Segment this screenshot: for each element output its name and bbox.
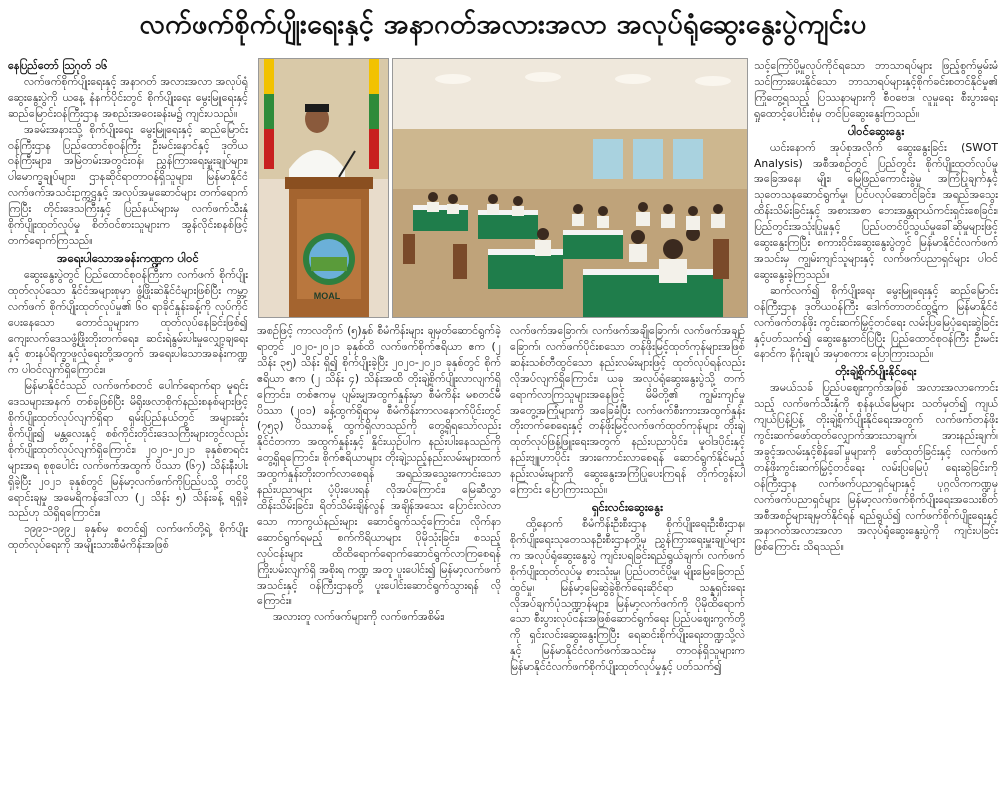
dateline: နေပြည်တော် ဩဂုတ် ၁၆ (8, 59, 108, 72)
paragraph: အခမ်းအနားသို့ စိုက်ပျိုးရေး မွေးမြူရေးနှင့် ဆည်မြောင်းဝန်ကြီးဌာန ပြည်ထောင်စုဝန်ကြီး ဦးမင်းနောင်နှင့် ဒုတိယဝန်ကြီးများ၊ အမြဲတမ်းအတွင်းဝန်၊ ညွှန်ကြားရေးမှူးချုပ်များ၊ ပါမောက္ခချုပ်များ၊ ဌာနဆိုင်ရာတာဝန်ရှိသူများ၊ မြန်မာနိုင်ငံလက်ဖက်အသင်းဥက္ကဋ္ဌနှင့် အလုပ်အမှုဆောင်များ တက်ရောက်ကြပြီး တိုင်းဒေသကြီးနှင့် ပြည်နယ်များမှ လက်ဖက်သီးနှံစိုက်ပျိုးထုတ်လုပ်မှု စိတ်ဝင်စားသူများက အွန်လိုင်းစနစ်ဖြင့် တက်ရောက်ကြသည်။ (8, 122, 248, 247)
paragraph: လက်ဖက်စိုက်ပျိုးရေးနှင့် အနာဂတ် အလားအလာ အလုပ်ရုံဆွေးနွေးပွဲကို ယနေ့ နံနက်ပိုင်းတွင် စိုက်ပျိုးရေး မွေးမြူရေးနှင့် ဆည်မြောင်းဝန်ကြီးဌာန အစည်းအဝေးခန်းမ၌ ကျင်းပသည်။ (8, 74, 248, 120)
audience-photo (392, 58, 748, 318)
paragraph: အမယ်သခ် ပြည်ပဈေးကွက်အဖြစ် အလားအလာကောင်းသည့် လက်ဖက်သီးနှံကို စုန်နယ်မြေများ သတ်မှတ်၍ ကျယ်ကျယ်ပြန့်ပြန့် တိုးချဲ့စိုက်ပျိုးနိုင်ရေးအတွက် လက်ဖက်တန်ဖိုး ကွင်းဆက်ဖော်ထုတ်လျှောက်အားသာချက်၊ အားနည်းချက်၊ အခွင့်အလမ်းနှင့်စိန်ခေါ်မှုများကို ဖော်ထုတ်ခြင်းနှင့် လက်ဖက်တန်ဖိုးကွင်းဆက်မြှင့်တင်ရေး လမ်းပြမြေပုံ ရေးဆွဲခြင်းကို ဝန်ကြီးဌာန လက်ဖက်ပညာရှင်များနှင့် ပုဂ္ဂလိကကဏ္ဍမှ လက်ဖက်ပညာရှင်များ မြန်မာ့လက်ဖက်စိုက်ပျိုးရေးအသေးစိတ်အစီအစဉ်များချမှတ်နိုင်ရန် ရည်ရွယ်၍ လက်ဖက်စိုက်ပျိုးရေးနှင့် အနာဂတ်အလားအလာ အလုပ်ရုံဆွေးနွေးပွဲကို ကျင်းပခြင်းဖြစ်ကြောင်း သိရသည်။ (754, 381, 998, 554)
article-column-3 (510, 323, 745, 806)
article-column-1 (8, 58, 248, 806)
article-column-2 (257, 323, 501, 806)
subheading: ပါဝင်ဆွေးနွေး (847, 123, 905, 138)
paragraph: အလားတူ လက်ဖက်များကို လက်ဖက်အစိမ်း၊ (273, 610, 445, 624)
paragraph: ဆက်လက်၍ စိုက်ပျိုးရေး မွေးမြူရေးနှင့် ဆည်မြောင်းဝန်ကြီးဌာန ဒုတိယဝန်ကြီး ဒေါက်တာတင်ထွဋ်က မြန်မာနိုင်ငံ လက်ဖက်တန်ဖိုး ကွင်းဆက်မြှင့်တင်ရေး လမ်းပြမြေပုံရေးဆွဲခြင်းနှင့်ပတ်သက်၍ ဆွေးနွေးတင်ပြပြီး ပြည်ထောင်စုဝန်ကြီး ဦးမင်းနောင်က နိဂုံးချုပ် အမှာစကား ပြောကြားသည်။ (754, 283, 998, 361)
subheading: အရေးပါသောအခန်းကဏ္ဍက ပါဝင် (57, 250, 199, 265)
paragraph: ဆွေးနွေးပွဲတွင် ပြည်ထောင်စုဝန်ကြီးက လက်ဖက် စိုက်ပျိုးထုတ်လုပ်သော နိုင်ငံအများစုမှာ ဖွံ့ဖြိုးဆဲနိုင်ငံများဖြစ်ပြီး ကမ္ဘာ့လက်ဖက် စိုက်ပျိုးထုတ်လုပ်မှု၏ ၆၀ ရာခိုင်နှုန်းခန့်ကို လုပ်ကိုင်ပေးနေသော တောင်သူများက ထုတ်လုပ်နေခြင်းဖြစ်၍ ကျေးလက်ဒေသဖွံ့ဖြိုးတိုးတက်ရေး၊ ဆင်းရဲနွမ်းပါးမှုလျှော့ချရေးနှင့် စားနပ်ရိက္ခာဖူလုံရေးတို့အတွက် အရေးပါသောအခန်းကဏ္ဍက ပါဝင်လျက်ရှိကြောင်း။ (8, 267, 248, 377)
headline: လက်ဖက်စိုက်ပျိုးရေးနှင့် အနာဂတ်အလားအလာ အလုပ်ရုံဆွေးနွေးပွဲကျင်းပ (139, 9, 867, 40)
paragraph: ထို့နောက် စီမံကိန်းဦးစီးဌာန စိုက်ပျိုးရေးဦးစီးဌာန၊ စိုက်ပျိုးရေးသုတေသနဦးစီးဌာနတို့မှ ညွှန်ကြားရေးမှူးချုပ်များက အလုပ်ရုံဆွေးနွေးပွဲ ကျင်းပရခြင်းရည်ရွယ်ချက်၊ လက်ဖက်စိုက်ပျိုးထုတ်လုပ်မှု စားသုံးမှု၊ ပြည်ပတင်ပို့မှု၊ မျိုးမြေခြေတည်ထွင်မှု၊ မြန်မာ့မြေဆွဲခွဲစိုက်ရေးဆိုင်ရာ သန္နရှင်းရေး လိုအပ်ချက်ပုံသဏ္ဍာန်များ၊ မြန်မာ့လက်ဖက်ကို ပိုမိုထိရောက်သော စီးပွားလုပ်ငန်းအဖြစ်ဆောင်ရွက်ရေး ပြည်ပဈေးကွက်တို့ကို ရှင်းလင်းဆွေးနွေးကြပြီး ရေဆင်းစိုက်ပျိုးရေးတဏ္ဍသို့လဲနှင့် မြန်မာနိုင်ငံလက်ဖက်အသင်းမှ တာဝန်ရှိသူများက မြန်မာနိုင်ငံလက်ဖက်စိုက်ပျိုးထုတ်လုပ်မှုနှင့် ပတ်သက်၍ (510, 516, 745, 674)
paragraph: ၁၉၉၁-၁၉၉၂ ခုနှစ်မှ စတင်၍ လက်ဖက်တို့ရဲ့ စိုက်ပျိုးထုတ်လုပ်ရေးကို အမျိုးသားစီမံကိန်းအဖြစ် (8, 522, 248, 552)
paragraph: ယင်းနောက် အုပ်စုအလိုက် ဆွေးနွေးခြင်း (SWOT Analysis) အစီအစဉ်တွင် ပြည်တွင်း စိုက်ပျိုးထုတ်လုပ်မှုအခြေအနေ၊ မျိုး၊ မြေဖြည်ကောင်းခွဲမှု အကြံပြုချက်နှင့် သုတေသနဆောင်ရွက်မှု၊ ပြင်ပလုပ်ဆောင်ခြင်း၊ အရည်အသွေးထိန်းသိမ်းခြင်းနှင့် အစားအစာ ဘေးအန္တရာယ်ကင်းရှင်းစေခြင်း၊ ပြည်တွင်းအသုံးပြုမှုနှင့် ပြည်ပတင်ပို့သွယ်မှုခေါ်ဆိုမှုများဖြင့် ဆွေးနွေးကြပြီး စကားဝိုင်းဆွေးနွေးပွဲတွင် မြန်မာနိုင်ငံလက်ဖက်အသင်းမှ ကျွမ်းကျင်သူများနှင့် လက်ဖက်ပညာရှင်များ ပါဝင်ဆွေးနွေးခဲ့ကြသည်။ (754, 140, 998, 281)
subheading: ရှင်းလင်းဆွေးနွေး (591, 499, 664, 514)
speaker-photo-illustration (259, 59, 388, 317)
audience-photo-illustration (393, 59, 747, 317)
paragraph: လက်ဖက်အခြောက်၊ လက်ဖက်အချိုခြောက်၊ လက်ဖက်အချဉ်ခြောက်၊ လက်ဖက်ပိုင်းစသော တန်ဖိုးမြင့်ထုတ်ကုန်များအဖြစ် ဆန်းသစ်တီထွင်သော နည်းလမ်းများဖြင့် ထုတ်လုပ်ရန်လည်း လိုအပ်လျက်ရှိကြောင်း၊ ယခု အလုပ်ရုံဆွေးနွေးပွဲသို့ တက်ရောက်လာကြသူများအနေဖြင့် မိမိတို့၏ ကျွမ်းကျင်မှု အတွေ့အကြုံများကို အခြေခံပြီး လက်ဖက်စီးကားအထွက်နှုန်း တိုးတက်စေရေးနှင့် တန်ဖိုးမြင့်လက်ဖက်ထုတ်ကုန်များ တိုးချဲ့ထုတ်လုပ်ဖြန့်ဖြူးရေးအတွက် နည်းပညာပိုင်း၊ မူဝါဒပိုင်းနှင့် နည်းဗျူဟာပိုင်း အားကောင်းလာစေရန် ဆောင်ရွက်နိုင်မည့် နည်းလမ်းများကို ဆွေးနွေးအကြံပြုပေးကြရန် တိုက်တွန်းပါကြောင်း ပြောကြားသည်။ (510, 324, 745, 497)
paragraph: မြန်မာနိုင်ငံသည် လက်ဖက်စတင် ပေါက်ရောက်ရာ မူရင်းဒေသများအနက် တစ်ခုဖြစ်ပြီး မိရိုးဖလာစိုက်နည်းစနစ်များဖြင့် စိုက်ပျိုးထုတ်လုပ်လျက်ရှိရာ ရှမ်းပြည်နယ်တွင် အများဆုံးစိုက်ပျိုး၍ မန္တလေးနှင့် စစ်ကိုင်းတိုင်းဒေသကြီးများတွင်လည်း စိုက်ပျိုးထုတ်လုပ်လျက်ရှိကြောင်း၊ ၂၀၂၀-၂၀၂၁ ခုနှစ်စာရင်းများအရ စုစုပေါင်း လက်ဖက်အထွက် ပိဿာ (၆၇) သိန်းနီးပါး ရှိခဲ့ပြီး ၂၀၂၁ ခုနှစ်တွင် မြန်မာ့လက်ဖက်ကိုပြည်ပသို့ တင်ပို့ရောင်းချမှု အမေရိကန်ဒေါ်လာ (၂ သိန်း ၅) သိန်းခန့် ရရှိခဲ့သည်ဟု သိရှိရကြောင်း။ (8, 379, 248, 520)
logo-text: MOAL (313, 291, 341, 301)
article-column-4 (754, 58, 998, 806)
subheading: တိုးချဲ့စိုက်ပျိုးနိုင်ရေး (835, 364, 917, 379)
paragraph: သင့်ကြော်ပို့မှုလုပ်ကိုင်ရသော ဘာသာရပ်များ ဖြည့်စွက်မွမ်းမံ သင်ကြားပေးနိုင်သော ဘာသာရပ်များနှင့်စိုက်ခင်းစတင်နိုင်မှု၏ ကြုံတွေ့ရသည့် ပြဿနာများကို စီဝဗေဒ၊ လူမှုရေး စီးပွားရေး ရှုထောင့်ပေါင်းစုံမှ တင်ပြဆွေးနွေးကြသည်။ (754, 59, 998, 120)
speaker-photo (258, 58, 389, 318)
paragraph: အစဉ်ဖြင့် ကာလတိုက် (၅)နှစ် စီမံကိန်းများ ချမှတ်ဆောင်ရွက်ခဲ့ရာတွင် ၂၀၂၀-၂၀၂၁ ခုနှစ်ထိ လက်ဖက်စိုက်ဧရိယာ ဧက (၂ သိန်း ၃၅) သိန်း ရှိ၍ စိုက်ပျိုးခဲ့ပြီး ၂၀၂၀-၂၀၂၁ ခုနှစ်တွင် စိုက်ဧရိယာ ဧက (၂ သိန်း ၄) သိန်းအထိ တိုးချဲ့စိုက်ပျိုးလာလျက်ရှိကြောင်း၊ တစ်ဧကမှ ပျမ်းမျှအထွက်နှုန်းမှာ စီမံကိန်း မစတင်မီ ပိဿာ (၂၀၁) ခန့်ထွက်ရှိရာမှ စီမံကိန်းကာလနောက်ပိုင်းတွင် (၇၅၃) ပိဿာခန့် ထွက်ရှိလာသည်ကို တွေ့ရှိရသော်လည်း နိုင်ငံတကာ အထွက်နှုန်းနှင့် နှိုင်းယှဉ်ပါက နည်းပါးနေသည်ကို တွေ့ရှိရကြောင်း၊ စိုက်ဧရိယာများ တိုးချဲ့သည့်နည်းလမ်းများထက် အထွက်နှုန်းတိုးတက်လာစေရန် အရည်အသွေးကောင်းသော နည်းပညာများ ပံ့ပိုးပေးရန် လိုအပ်ကြောင်း၊ မြေဆီလွှာ ထိန်းသိမ်းခြင်း၊ ရိတ်သိမ်းချိန်လွန် အချိန်အသေး ပြောင်းလဲလာသော ကာကွယ်နည်းများ ဆောင်ရွက်သင့်ကြောင်း၊ လိုက်နာဆောင်ရွက်ရမည့် စက်ကိရိယာများ ပိုမိုသုံးခြင်း၊ စသည့် လုပ်ငန်းများ ထိထိရောက်ရောက်ဆောင်ရွက်လာကြစေရန် ကြိုးပမ်းလျက်ရှိ အစိုးရ ကဏ္ဍ အတူ ပူးပေါင်း၍ မြန်မာ့လက်ဖက်အသင်းနှင့် ဝန်ကြီးဌာနတို့ ပူးပေါင်းဆောင်ရွက်သွားရန် လိုကြောင်း။ (257, 324, 501, 608)
